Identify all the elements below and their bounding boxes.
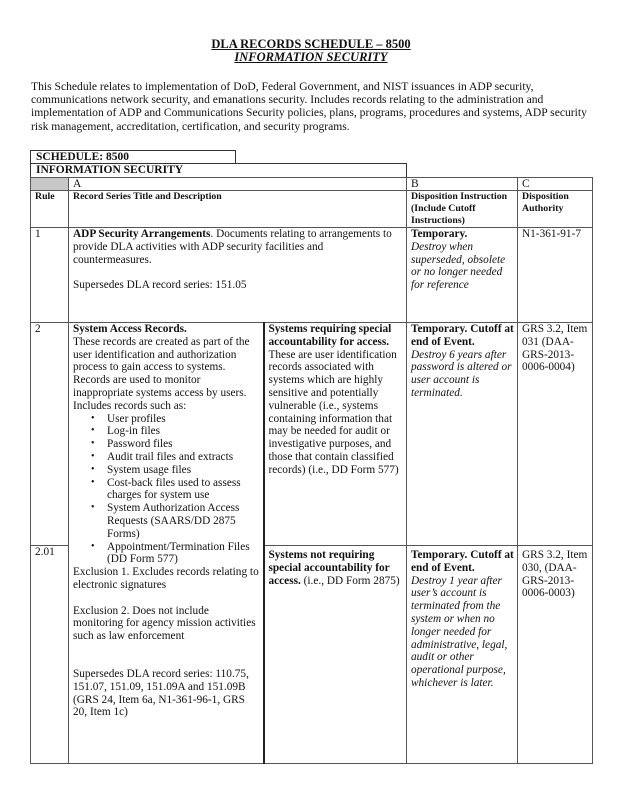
- list-item: • Log-in files: [99, 425, 260, 438]
- record-description: [69, 228, 407, 323]
- disposition-type: Temporary.: [411, 228, 468, 240]
- rule-number: 1: [31, 228, 69, 323]
- column-letter-c: C: [518, 178, 593, 191]
- exclusion-1: Exclusion 1. Excludes records relating to electronic signatures: [73, 566, 259, 591]
- rule-number: 2.01: [31, 546, 69, 764]
- record-description: [69, 323, 264, 764]
- records-schedule-table: [30, 177, 593, 764]
- table-row: [31, 323, 593, 546]
- exclusion-2: Exclusion 2. Does not include monitoring for agency mission activities such as law enforcement: [73, 604, 256, 643]
- sub-category-title: Systems not requiring special accountability for access.: [268, 549, 390, 587]
- column-header-row: [31, 191, 593, 228]
- column-letter-b: B: [407, 178, 518, 191]
- disposition-type: Temporary. Cutoff at end of Event.: [411, 549, 514, 574]
- column-letter-row: [31, 178, 593, 191]
- sub-category: [264, 546, 407, 764]
- supersedes-note: Supersedes DLA record series: 151.05: [73, 279, 247, 292]
- schedule-section: INFORMATION SECURITY: [30, 163, 407, 177]
- shaded-cell: [31, 178, 69, 191]
- document-title: DLA RECORDS SCHEDULE – 8500: [211, 37, 411, 51]
- list-item: • Password files: [99, 438, 260, 451]
- list-item: • System Authorization Access Requests (SAARS/DD 2875 Forms): [99, 502, 260, 540]
- disposition-text: Destroy 1 year after user’s account is terminated from the system or when no longer needed for administrative, legal, audit or other operational purpose, whichever is later.: [411, 574, 508, 689]
- document-header: [0, 38, 622, 64]
- record-text: . Documents relating to arrangements to provide DLA activities with ADP security facilities and countermeasures.: [73, 228, 392, 266]
- table-row: [31, 228, 593, 323]
- record-text: These records are created as part of the user identification and authorization process to gain access to systems. Records are used to monitor inappropriate systems access by users. Includes records such as:: [73, 335, 250, 412]
- disposition-instruction: [407, 323, 518, 546]
- disposition-instruction: [407, 228, 518, 323]
- sub-category-title: Systems requiring special accountability for access.: [268, 323, 392, 348]
- list-item: • Cost-back files used to assess charges for system use: [99, 477, 260, 503]
- supersedes-note: Supersedes DLA record series: 110.75, 151.07, 151.09, 151.09A and 151.09B (GRS 24, Item 6a, N1-361-96-1, GRS 20, Item 1c): [73, 667, 249, 719]
- record-type-list: [73, 413, 260, 567]
- schedule-label: SCHEDULE: 8500: [30, 150, 236, 163]
- disposition-instruction: [407, 546, 518, 764]
- list-item: • Appointment/Termination Files (DD Form 577): [99, 541, 260, 567]
- document-subtitle: INFORMATION SECURITY: [234, 50, 388, 64]
- record-title: ADP Security Arrangements: [73, 228, 211, 240]
- header-description: Record Series Title and Description: [69, 191, 407, 228]
- disposition-authority: GRS 3.2, Item 031 (DAA-GRS-2013-0006-0004): [518, 323, 593, 546]
- header-instruction: Disposition Instruction (Include Cutoff Instructions): [407, 191, 518, 228]
- disposition-authority: N1-361-91-7: [518, 228, 593, 323]
- list-item: • System usage files: [99, 464, 260, 477]
- sub-category-text: These are user identification records associated with systems which are highly sensitive and potentially vulnerable (i.e., systems containing information that may be needed for audit or investigative purposes, and those that contain classified records) (i.e., DD Form 577): [268, 348, 399, 476]
- sub-category-text: (i.e., DD Form 2875): [300, 574, 400, 587]
- rule-number: 2: [31, 323, 69, 546]
- header-rule: Rule: [31, 191, 69, 228]
- intro-paragraph: This Schedule relates to implementation of DoD, Federal Government, and NIST issuances in ADP security, communications network security, and emanations security. Includes records relating to the administration and implementation of ADP and Communications Security policies, plans, programs, procedures and systems, ADP security risk management, accreditation, certification, and security programs.: [31, 80, 587, 133]
- header-authority: Disposition Authority: [518, 191, 593, 228]
- column-letter-a: A: [69, 178, 407, 191]
- list-item: • Audit trail files and extracts: [99, 451, 260, 464]
- sub-category: [264, 323, 407, 546]
- disposition-text: Destroy 6 years after password is altered or user account is terminated.: [411, 348, 512, 399]
- list-item: • User profiles: [99, 413, 260, 426]
- disposition-authority: GRS 3.2, Item 030, (DAA-GRS-2013-0006-0003): [518, 546, 593, 764]
- record-title: System Access Records.: [73, 323, 187, 335]
- disposition-text: Destroy when superseded, obsolete or no longer needed for reference: [411, 240, 506, 292]
- disposition-type: Temporary. Cutoff at end of Event.: [411, 323, 514, 348]
